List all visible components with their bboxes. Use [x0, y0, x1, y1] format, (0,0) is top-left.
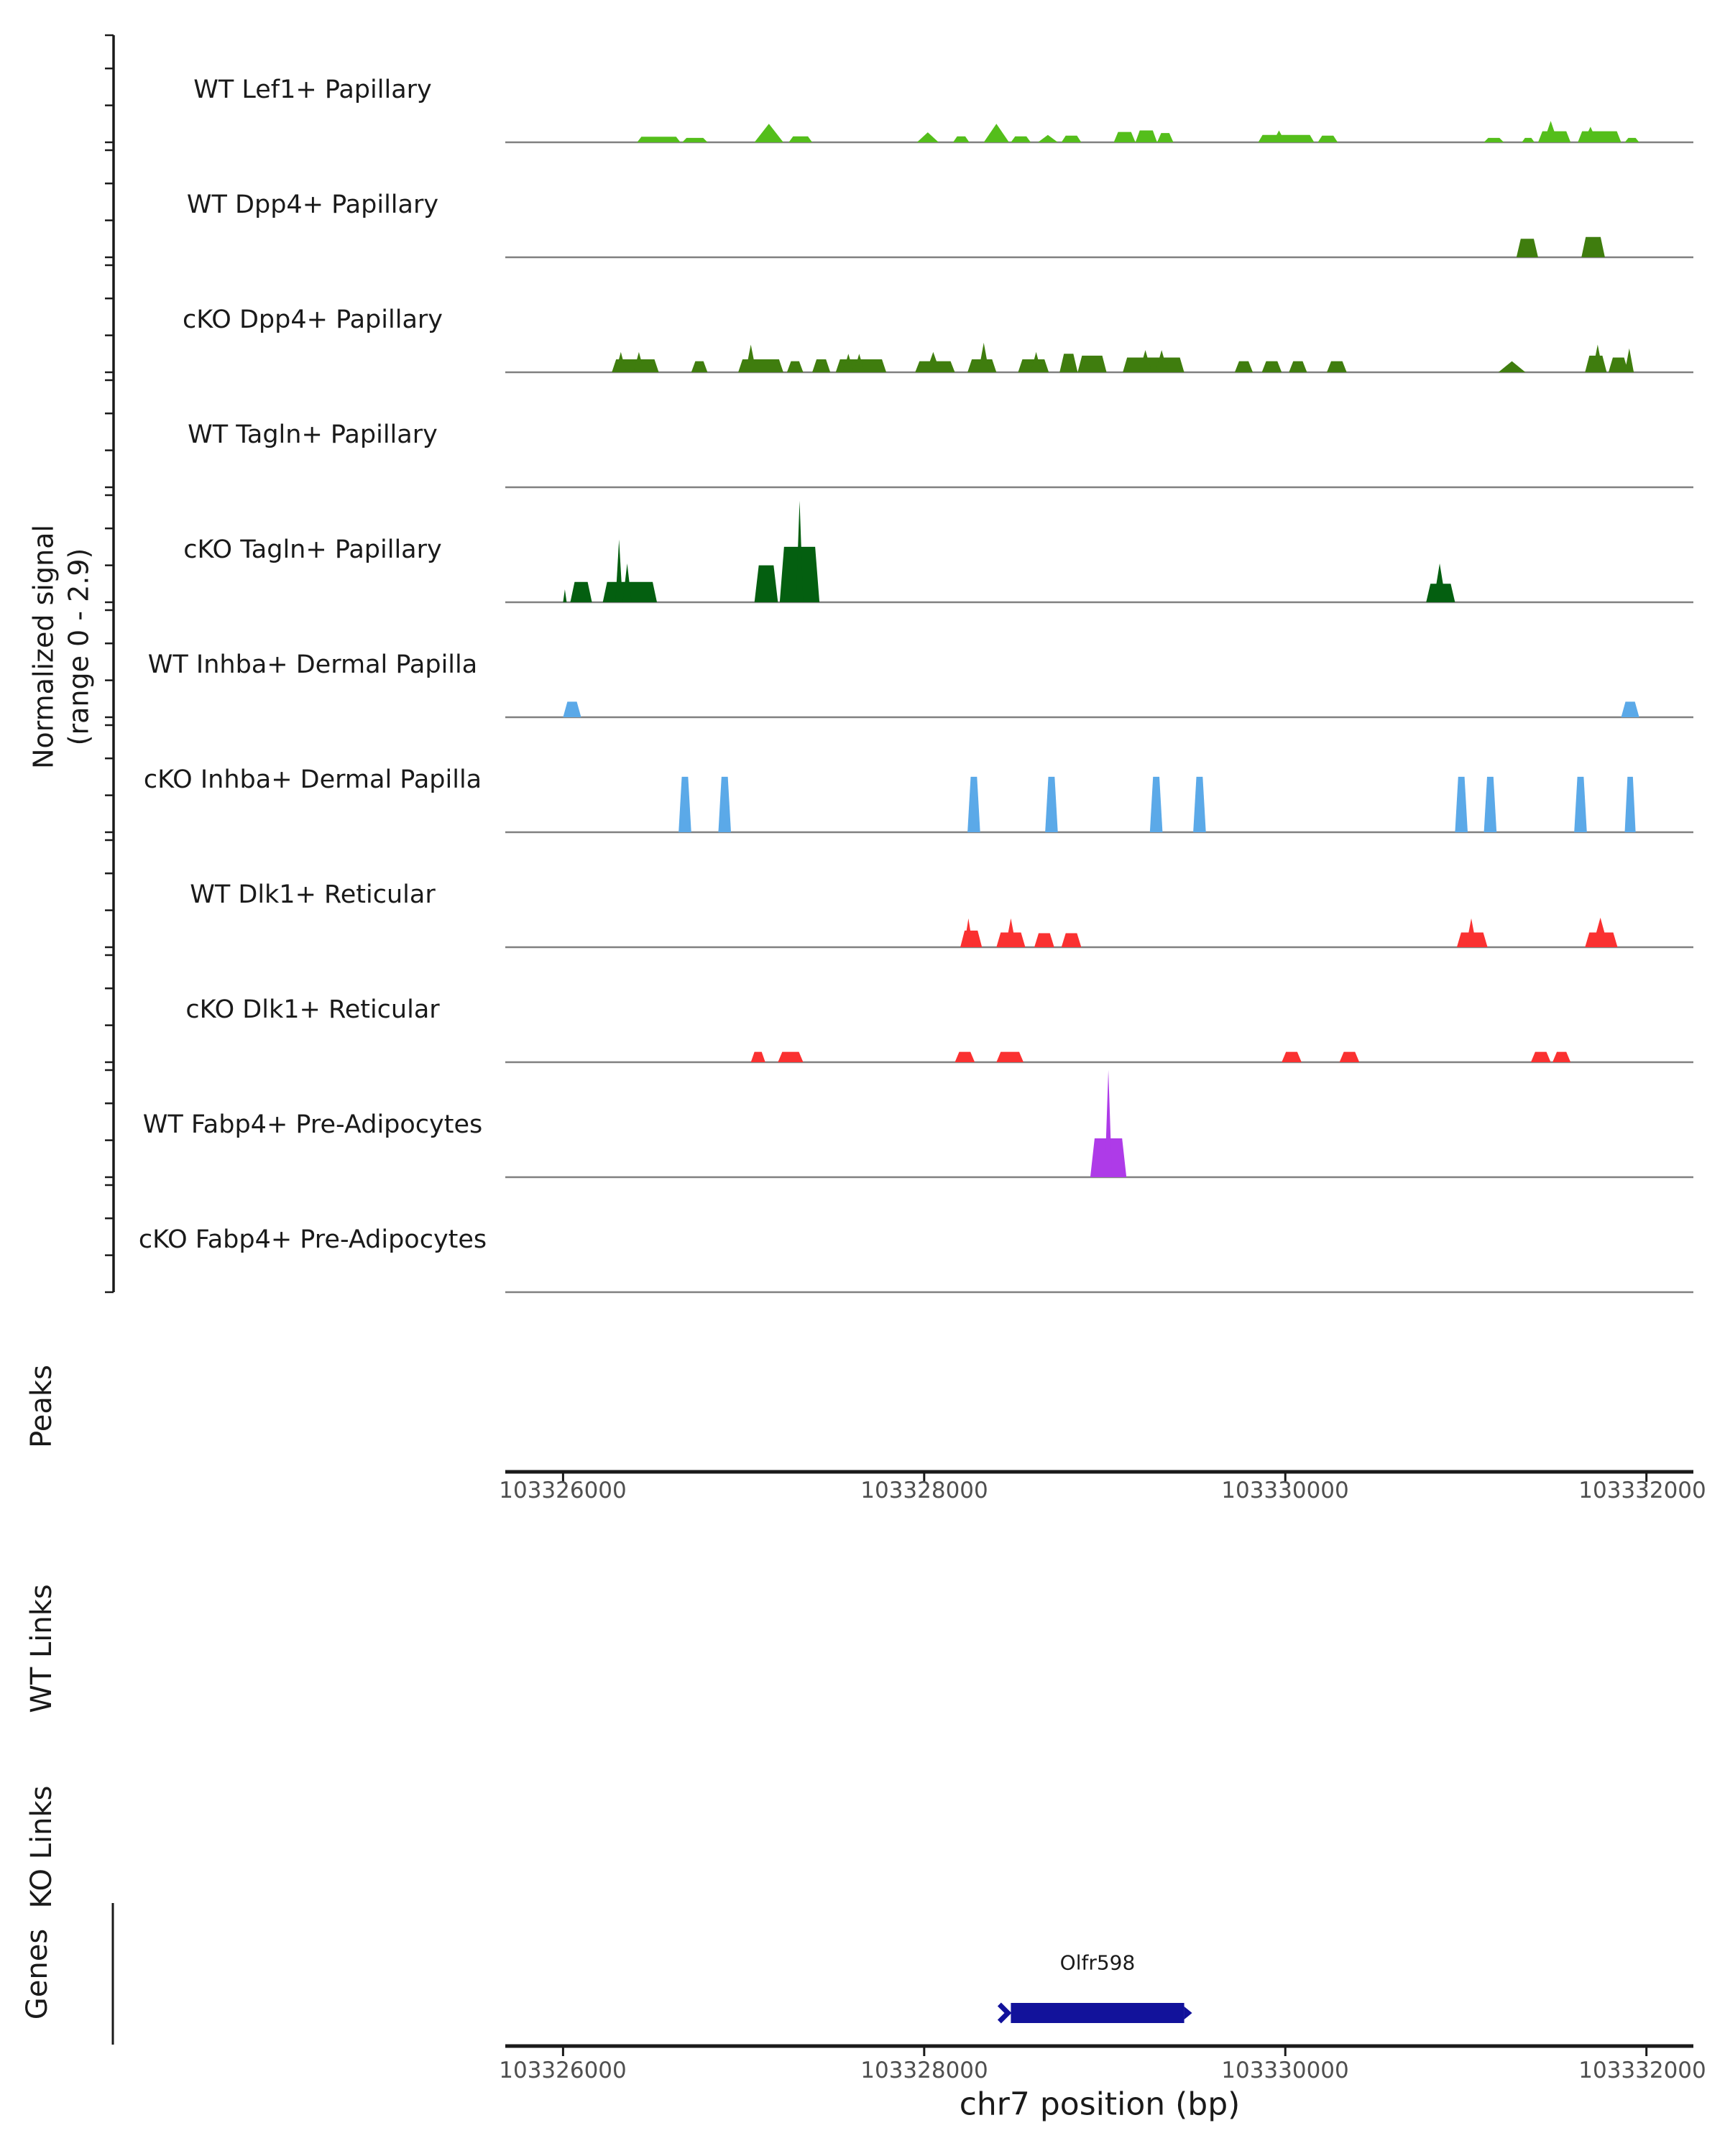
gene-strand-arrow-icon	[999, 2004, 1008, 2022]
track-label-wt-fabp4: WT Fabp4+ Pre-Adipocytes	[142, 1110, 483, 1139]
bottom-axis-tick-103330000: 103330000	[1221, 2058, 1349, 2083]
y-axis-label-line2: (range 0 - 2.9)	[63, 548, 95, 746]
section-label-genes: Genes	[21, 1928, 54, 2020]
y-axis-label	[27, 525, 98, 769]
track-label-wt-tagln: WT Tagln+ Papillary	[188, 420, 438, 449]
section-label-ko-links: KO Links	[25, 1785, 58, 1909]
track-label-wt-dpp4: WT Dpp4+ Papillary	[186, 190, 439, 219]
peaks-axis-tick-103326000: 103326000	[499, 1478, 627, 1503]
track-label-wt-dlk1: WT Dlk1+ Reticular	[190, 880, 436, 909]
track-label-cko-inhba: cKO Inhba+ Dermal Papilla	[143, 765, 482, 794]
section-label-wt-links: WT Links	[25, 1584, 58, 1713]
peaks-axis-tick-103330000: 103330000	[1221, 1478, 1349, 1503]
track-label-cko-dpp4: cKO Dpp4+ Papillary	[183, 305, 443, 334]
track-label-wt-inhba: WT Inhba+ Dermal Papilla	[147, 650, 478, 679]
peaks-axis-tick-103332000: 103332000	[1578, 1478, 1706, 1503]
peaks-axis-tick-103328000: 103328000	[860, 1478, 988, 1503]
section-label-peaks: Peaks	[25, 1365, 58, 1448]
x-axis-title: chr7 position (bp)	[959, 2086, 1241, 2123]
gene-label-olfr598: Olfr598	[1059, 1950, 1136, 1975]
track-label-cko-dlk1: cKO Dlk1+ Reticular	[185, 995, 440, 1024]
track-label-wt-lef1: WT Lef1+ Papillary	[193, 75, 432, 104]
bottom-axis-tick-103326000: 103326000	[499, 2058, 627, 2083]
track-label-cko-tagln: cKO Tagln+ Papillary	[183, 535, 442, 564]
gene-body-olfr598	[1011, 2003, 1184, 2023]
bottom-axis-tick-103328000: 103328000	[860, 2058, 988, 2083]
y-axis-label-line1: Normalized signal	[27, 525, 60, 769]
bottom-axis-tick-103332000: 103332000	[1578, 2058, 1706, 2083]
track-label-cko-fabp4: cKO Fabp4+ Pre-Adipocytes	[138, 1225, 487, 1254]
